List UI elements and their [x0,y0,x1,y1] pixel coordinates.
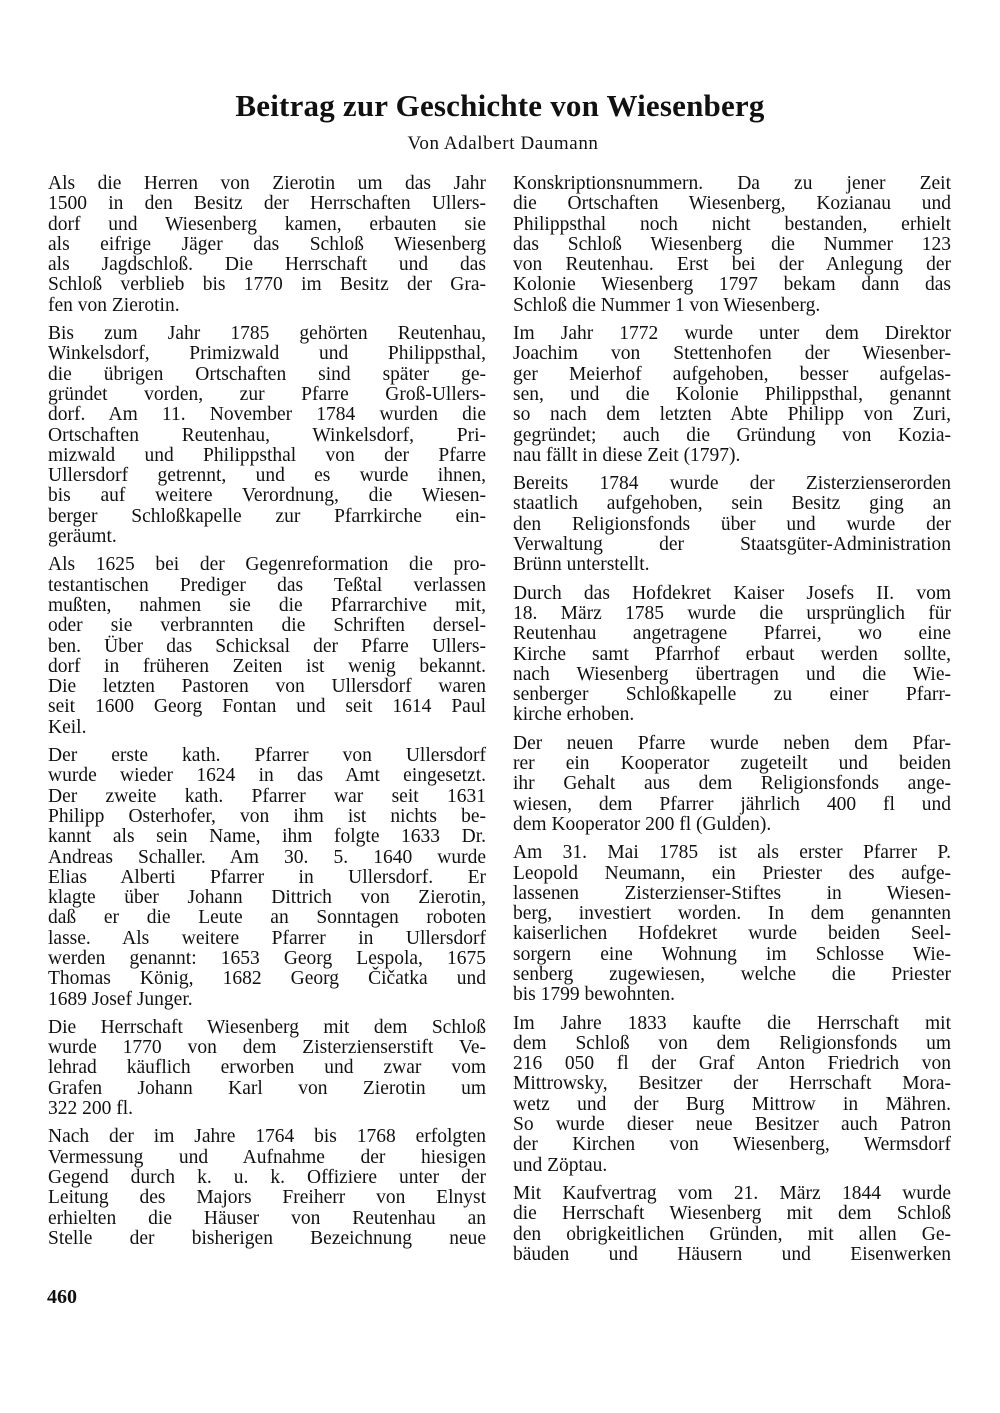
text-line: mizwald und Philippsthal von der Pfarre [48,444,486,466]
text-line: kirche erhoben. [513,704,635,726]
text-line: als Jagdschloß. Die Herrschaft und das [48,254,486,276]
text-line: Elias Alberti Pfarrer in Ullersdorf. Er [48,866,486,888]
text-line: dem Schloß von dem Religionsfonds um [513,1032,951,1054]
text-line: wurde 1770 von dem Zisterzienserstift Ve- [48,1037,486,1059]
text-line: Im Jahr 1772 wurde unter dem Direktor [513,323,951,345]
text-line: 216 050 fl der Graf Anton Friedrich von [513,1053,951,1075]
text-line: Der neuen Pfarre wurde neben dem Pfar- [513,732,951,754]
text-line: Der zweite kath. Pfarrer war seit 1631 [48,785,486,807]
text-line: gründet vorden, zur Pfarre Groß-Ullers- [48,383,486,405]
text-line: sorgern eine Wohnung im Schlosse Wie- [513,943,951,965]
article-title: Beitrag zur Geschichte von Wiesenberg [235,88,765,123]
text-line: sen, und die Kolonie Philippsthal, genannt [513,383,951,405]
text-line: staatlich aufgehoben, sein Besitz ging an [513,493,951,515]
text-line: Am 31. Mai 1785 ist als erster Pfarrer P. [513,842,951,864]
paragraph [513,1014,951,1176]
text-line: Mit Kaufvertrag vom 21. März 1844 wurde [513,1182,951,1204]
text-line: so nach dem letzten Abte Philipp von Zuri, [513,404,951,426]
text-line: Leopold Neumann, ein Priester des aufge- [513,862,951,884]
left-column [48,174,486,1257]
text-line: bäuden und Häusern und Eisenwerken [513,1243,951,1265]
text-line: seit 1600 Georg Fontan und seit 1614 Paul [48,696,486,718]
text-line: geräumt. [48,526,117,548]
text-line: Brünn unterstellt. [513,554,650,576]
text-line: Durch das Hofdekret Kaiser Josefs II. vom [513,582,951,604]
text-line: werden genannt: 1653 Georg Lespola, 1675 [48,947,486,969]
text-line: gegründet; auch die Gründung von Kozia- [513,424,951,446]
text-line: senberg zugewiesen, welche die Priester [513,963,951,985]
text-line: dorf. Am 11. November 1784 wurden die [48,404,486,426]
article-author: Von Adalbert Daumann [407,133,599,154]
text-line: das Schloß Wiesenberg die Nummer 123 [513,233,951,255]
text-line: Thomas König, 1682 Georg Čičatka und [48,968,486,990]
text-line: nau fällt in diese Zeit (1797). [513,444,741,466]
text-line: klagte über Johann Dittrich von Zierotin, [48,887,486,909]
text-line: berg, investiert worden. In dem genannten [513,903,951,925]
text-line: Als die Herren von Zierotin um das Jahr [48,173,486,194]
text-line: Mittrowsky, Besitzer der Herrschaft Mora- [513,1073,951,1095]
text-line: nach Wiesenberg übertragen und die Wie- [513,663,951,685]
text-line: Vermessung und Aufnahme der hiesigen [48,1146,486,1168]
text-line: wetz und der Burg Mittrow in Mähren. [513,1093,951,1115]
text-line: Stelle der bisherigen Bezeichnung neue [48,1227,486,1249]
text-line: Andreas Schaller. Am 30. 5. 1640 wurde [48,846,486,868]
paragraph [48,174,486,316]
text-line: Als 1625 bei der Gegenreformation die pro- [48,554,486,576]
text-line: dem Kooperator 200 fl (Gulden). [513,813,772,835]
text-line: 1689 Josef Junger. [48,988,193,1010]
text-line: mußten, nahmen sie die Pfarrarchive mit, [48,594,486,616]
text-line: kaiserlichen Hofdekret wurde beiden Seel- [513,923,951,945]
text-line: Joachim von Stettenhofen der Wiesenber- [513,343,951,365]
text-line: berger Schloßkapelle zur Pfarrkirche ein- [48,505,486,527]
text-line: Grafen Johann Karl von Zierotin um [48,1077,486,1099]
text-line: bis auf weitere Verordnung, die Wiesen- [48,485,486,507]
text-line: Der erste kath. Pfarrer von Ullersdorf [48,745,486,767]
text-line: die Herrschaft Wiesenberg mit dem Schloß [513,1203,951,1225]
text-line: die Ortschaften Wiesenberg, Kozianau und [513,193,951,215]
text-line: Konskriptionsnummern. Da zu jener Zeit [513,173,951,194]
text-line: Die letzten Pastoren von Ullersdorf waren [48,676,486,698]
text-line: wiesen, dem Pfarrer jährlich 400 fl und [513,793,951,815]
text-line: Kirche samt Pfarrhof erbaut werden sollte, [513,643,951,665]
text-line: den obrigkeitlichen Gründen, mit allen Ge- [513,1223,951,1245]
text-line: die übrigen Ortschaften sind später ge- [48,363,486,385]
text-line: Bereits 1784 wurde der Zisterzienserorden [513,473,951,495]
text-line: daß er die Leute an Sonntagen roboten [48,907,486,929]
text-line: testantischen Prediger das Teßtal verlassen [48,574,486,596]
text-line: oder sie verbrannten die Schriften dersel- [48,615,486,637]
text-line: ben. Über das Schicksal der Pfarre Ullers- [48,635,486,657]
text-line: und Zöptau. [513,1154,608,1176]
text-line: Ullersdorf getrennt, und es wurde ihnen, [48,465,486,487]
paragraph [48,746,486,1010]
text-line: lassenen Zisterzienser-Stiftes in Wiesen- [513,882,951,904]
paragraph [513,324,951,466]
text-line: den Religionsfonds über und wurde der [513,513,951,535]
text-line: 322 200 fl. [48,1098,134,1120]
text-line: von Reutenhau. Erst bei der Anlegung der [513,254,951,276]
text-line: bis 1799 bewohnten. [513,984,675,1006]
paragraph [48,324,486,547]
text-line: Gegend durch k. u. k. Offiziere unter der [48,1166,486,1188]
text-line: wurde wieder 1624 in das Amt eingesetzt. [48,765,486,787]
paragraph [513,1184,951,1265]
text-line: fen von Zierotin. [48,294,180,316]
paragraph [48,1018,486,1119]
text-line: als eifrige Jäger das Schloß Wiesenberg [48,233,486,255]
text-line: 18. März 1785 wurde die ursprünglich für [513,602,951,624]
paragraph [513,843,951,1005]
paragraph [513,734,951,835]
text-line: Bis zum Jahr 1785 gehörten Reutenhau, [48,323,486,345]
paragraph [48,1127,486,1249]
text-line: Winkelsdorf, Primizwald und Philippsthal, [48,343,486,365]
page-number: 460 [47,1286,77,1308]
text-line: ger Meierhof aufgehoben, besser aufgelas- [513,363,951,385]
text-line: Die Herrschaft Wiesenberg mit dem Schloß [48,1016,486,1038]
paragraph [48,555,486,738]
text-line: lehrad käuflich erworben und zwar vom [48,1057,486,1079]
text-line: Im Jahre 1833 kaufte die Herrschaft mit [513,1012,951,1034]
text-line: Schloß die Nummer 1 von Wiesenberg. [513,294,821,316]
text-line: Keil. [48,716,87,738]
text-line: lasse. Als weitere Pfarrer in Ullersdorf [48,927,486,949]
text-line: erhielten die Häuser von Reutenhau an [48,1207,486,1229]
text-line: 1500 in den Besitz der Herrschaften Ullers- [48,193,486,215]
right-column [513,174,951,1273]
text-line: Verwaltung der Staatsgüter-Administration [513,534,951,556]
paragraph [513,584,951,726]
text-line: der Kirchen von Wiesenberg, Wermsdorf [513,1134,951,1156]
text-line: Kolonie Wiesenberg 1797 bekam dann das [513,274,951,296]
paragraph [513,174,951,316]
text-line: Reutenhau angetragene Pfarrei, wo eine [513,623,951,645]
text-line: ihr Gehalt aus dem Religionsfonds ange- [513,773,951,795]
text-line: So wurde dieser neue Besitzer auch Patron [513,1114,951,1136]
text-line: Leitung des Majors Freiherr von Elnyst [48,1187,486,1209]
text-line: Nach der im Jahre 1764 bis 1768 erfolgten [48,1126,486,1148]
text-line: senberger Schloßkapelle zu einer Pfarr- [513,684,951,706]
text-line: dorf und Wiesenberg kamen, erbauten sie [48,213,486,235]
text-line: rer ein Kooperator zugeteilt und beiden [513,753,951,775]
text-line: Philipp Osterhofer, von ihm ist nichts be- [48,805,486,827]
text-line: Philippsthal noch nicht bestanden, erhielt [513,213,951,235]
paragraph [513,474,951,575]
text-line: Ortschaften Reutenhau, Winkelsdorf, Pri- [48,424,486,446]
text-line: kannt als sein Name, ihm folgte 1633 Dr. [48,826,486,848]
text-line: dorf in früheren Zeiten ist wenig bekannt. [48,655,486,677]
text-line: Schloß verblieb bis 1770 im Besitz der Gra- [48,274,486,296]
